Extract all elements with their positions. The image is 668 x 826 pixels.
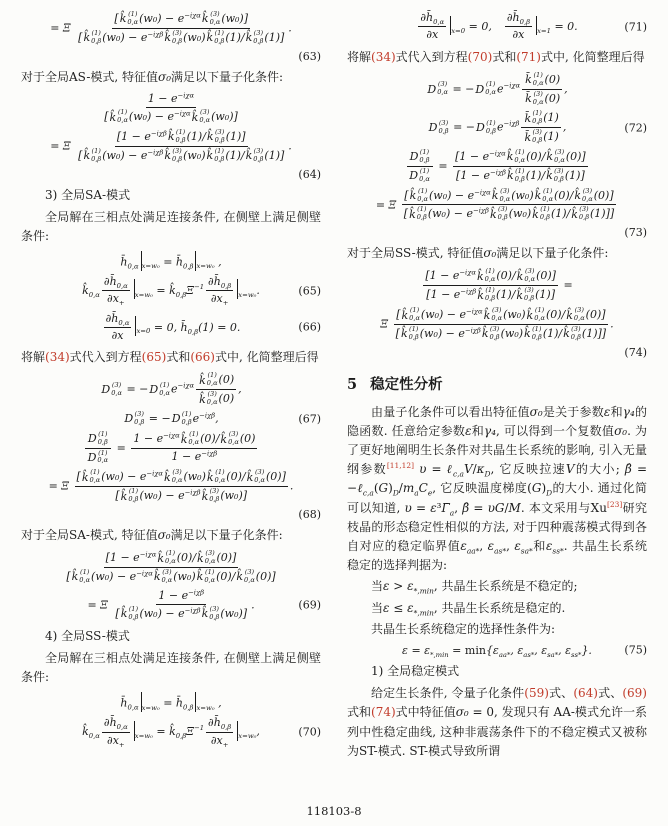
equation-content: $h̄_{0,\alpha}$ $_{x=w_0} = h̄_{0,\beta}$ $_{x=w_0}$ , (120, 251, 221, 271)
equation-line (347, 643, 647, 660)
scripted-symbol: D (3) 0,β (124, 409, 145, 426)
reference-link[interactable]: (64) (573, 686, 598, 701)
scripted-symbol: k̂ (1) 0,β (532, 205, 550, 222)
equation-content: = Ξ [ k̂ (1) 0,α $(w_0) - e^{-i\chi\alpha}$ k̂ (3) 0,α (w₀) k̂ (1) 0,α (0)/ k̂ (3) 0,α (0)] [ k̂ (1) 0,β $(w_0) - e^{-i\chi\beta}$ k̂ (3) 0,β (w₀)] . (48, 468, 294, 504)
equation-content: D (3) 0,α = − D (1) 0,α $e^{-i\chi\alpha}$ k̂ (1) 0,α (0) k̂ (3) 0,α (0) , (101, 371, 242, 406)
equation-number: (75) (624, 643, 647, 657)
equation-block (347, 643, 647, 660)
scripted-symbol: k̂ (3) 0,α (546, 148, 565, 164)
subsection-heading: 3) 全局SA-模式 (45, 187, 131, 202)
equation-content: $\frac{\partial h̄_{0,\alpha}}{\partial x}$ $_{x=0}$ = 0, $\frac{\partial h̄_{0,\beta}}{\partial x}$ $_{x=1}$ = 0. (420, 11, 578, 42)
equation-block (21, 312, 321, 344)
equation-block (21, 251, 321, 306)
scripted-symbol: k̂ (1) 0,α (409, 186, 429, 203)
equation-block (21, 692, 321, 747)
scripted-symbol: k̂ (1) 0,α (81, 468, 101, 485)
scripted-symbol: D (1) 0,β (171, 409, 192, 426)
equation-content (100, 92, 242, 125)
paragraph: 当$\varepsilon \le \varepsilon_{*,min}$, 共晶生长系统是稳定的. (371, 600, 566, 617)
scripted-symbol: k̂ (1) 0,β (83, 28, 102, 45)
equation-number: (64) (298, 167, 321, 181)
scripted-symbol: k̂ (3) 0,α (199, 390, 218, 406)
scripted-symbol: D (3) 0,α (101, 380, 122, 397)
fraction: [ k̂ (1) 0,α $(w_0) - e^{-i\chi\alpha}$ k̂ (3) 0,α (w₀) k̂ (1) 0,α (0)/ k̂ (3) 0,α (0)] [ k̂ (1) 0,β $(w_0) - e^{-i\chi\beta}$ k̂ (3) 0,β (w₀) k̂ (1) 0,β (1)/ k̂ (3) 0,β (1)]] (403, 186, 615, 222)
fraction: k̂ (1) 0,α (0) k̂ (3) 0,α (0) (196, 372, 236, 407)
section-heading (347, 373, 647, 394)
equation-number: (67) (298, 412, 321, 426)
scripted-symbol: k̂ (1) 0,α (526, 306, 545, 322)
scripted-symbol: k̂ (1) 0,α (71, 567, 91, 584)
equation-block (21, 550, 321, 622)
fraction: $1 - e^{-i\chi\alpha}$ [ k̂ (1) 0,α $(w_0) - e^{-i\chi\alpha}$ k̂ (3) 0,α (w₀)] (104, 91, 238, 125)
equation-line (21, 251, 321, 271)
scripted-symbol: k̂ (3) 0,α (491, 186, 511, 203)
paragraph: 将解(34)式代入到方程(65)式和(66)式中, 化简整理后得 (21, 350, 319, 365)
equation-number: (74) (624, 345, 647, 359)
subsection-heading: 4) 全局SS-模式 (45, 628, 130, 643)
scripted-symbol: k̂ (3) 0,β (245, 28, 264, 45)
equation-content: = Ξ [ k̂ (1) 0,α $(w_0) - e^{-i\chi\alpha}$ k̂ (3) 0,α (w₀) k̂ (1) 0,α (0)/ k̂ (3) 0,α (0)] [ k̂ (1) 0,β $(w_0) - e^{-i\chi\beta}$ k̂ (3) 0,β (w₀) k̂ (1) 0,β (1)/ k̂ (3) 0,β (1)]] (375, 186, 615, 222)
paragraph: 给定生长条件, 令量子化条件(59)式、(64)式、(69)式和(74)式中特征值σ₀ = 0, 发现只有 AA-模式允许一系列中性稳定曲线, 这种非震荡条件下的不稳定模式又被称为ST-模式. ST-模式导致所谓 (347, 686, 647, 758)
equation-line (21, 431, 321, 466)
equation-block (21, 92, 321, 181)
scripted-symbol: k̂ (1) 0,β (83, 146, 102, 163)
scripted-symbol: D (1) 0,α (475, 80, 496, 97)
equation-content: = Ξ $1 - e^{-i\chi\beta}$ [ k̂ (1) 0,β $(w_0) - e^{-i\chi\beta}$ k̂ (3) 0,β (w₀)] . (87, 588, 255, 621)
equation-content: Ξ [ k̂ (1) 0,α $(w_0) - e^{-i\chi\alpha}$ k̂ (3) 0,α (w₀) k̂ (1) 0,α (0)/ k̂ (3) 0,α (0)] [ k̂ (1) 0,β $(w_0) - e^{-i\chi\beta}$ k̂ (3) 0,β (w₀) k̂ (1) 0,β (1)/ k̂ (3) 0,β (1)]] . (380, 306, 614, 341)
paragraph: 将解(34)式代入到方程(70)式和(71)式中, 化简整理后得 (347, 49, 645, 64)
scripted-symbol: k̂ (3) 0,α (164, 468, 183, 485)
equation-line (21, 469, 321, 504)
reference-link[interactable]: (71) (516, 49, 541, 64)
paragraph: 共晶生长系统稳定的选择性条件为: (371, 621, 556, 636)
scripted-symbol: k̂ (1) 0,α (109, 108, 128, 125)
section-title: 稳定性分析 (370, 375, 443, 393)
reference-link[interactable]: (34) (371, 49, 396, 64)
scripted-symbol: k̂ (1) 0,α (157, 549, 176, 566)
fraction: k̄ (1) 0,α (0) k̄ (3) 0,α (0) (522, 72, 562, 107)
equation-content: [$1 - e^{-i\chi\alpha}$ k̂ (1) 0,α (0)/ k̂ (3) 0,α (0)] [$1 - e^{-i\chi\beta}$ k̂ (1) 0,β (1)/ k̂ (3) 0,β (1)] = (425, 267, 573, 303)
equation-content (62, 550, 279, 585)
scripted-symbol: k̂ (1) 0,α (119, 10, 139, 26)
reference-link[interactable]: (74) (371, 705, 396, 720)
fraction: [$1 - e^{-i\chi\alpha}$ k̂ (1) 0,α (0)/ k̂ (3) 0,α (0)] [ k̂ (1) 0,α $(w_0) - e^{-i\chi\alpha}$ k̂ (3) 0,α (w₀) k̂ (1) 0,α (0)/ k̂ (3) 0,α (0)] (66, 549, 276, 584)
fraction: $1 - e^{-i\chi\beta}$ [ k̂ (1) 0,β $(w_0) - e^{-i\chi\beta}$ k̂ (3) 0,β (w₀)] (115, 588, 248, 621)
equation-number: (66) (298, 320, 321, 334)
scripted-symbol: k̄ (3) 0,α (525, 89, 544, 106)
scripted-symbol: k̂ (3) 0,α (153, 567, 173, 584)
scripted-symbol: k̂ (1) 0,α (534, 186, 554, 203)
scripted-symbol: k̂ (1) 0,β (120, 487, 139, 504)
evaluation-bar: x=w₀ (139, 697, 160, 710)
equation-content: = Ξ [$1 - e^{-i\chi\beta}$ k̂ (1) 0,β (1)/ k̂ (3) 0,β (1)] [ k̂ (1) 0,β $(w_0) - e^{-i\chi\beta}$ k̂ (3) 0,β (w₀) k̂ (1) 0,β (1)/ k̂ (3) 0,β (1)] . (50, 127, 292, 163)
equation-content: D (3) 0,β = − D (1) 0,β $e^{-i\chi\beta}$, (124, 409, 219, 426)
equation-block (21, 372, 321, 521)
paragraph: 全局解在三相点处满足连接条件, 在侧壁上满足侧壁条件: (21, 651, 321, 685)
equation-line (21, 92, 321, 125)
evaluation-bar: x=0 (448, 20, 465, 33)
citation-link[interactable]: [23] (606, 499, 623, 509)
scripted-symbol: k̂ (1) 0,β (507, 166, 525, 183)
scripted-symbol: k̂ (1) 0,β (409, 205, 427, 222)
equation-line (21, 11, 321, 46)
fraction: k̄ (1) 0,β (1) k̄ (3) 0,β (1) (521, 110, 560, 145)
scripted-symbol: k̂ (3) 0,β (571, 205, 590, 222)
section-number: 5 (347, 375, 358, 393)
scripted-symbol: k̂ (3) 0,β (201, 487, 220, 504)
scripted-symbol: k̂ (3) 0,α (236, 567, 255, 584)
scripted-symbol: k̂ (1) 0,β (477, 286, 496, 303)
reference-link[interactable]: (59) (524, 686, 549, 701)
scripted-symbol: k̂ (3) 0,β (206, 127, 225, 144)
scripted-symbol: k̂ (1) 0,β (120, 605, 139, 621)
equation-line (21, 372, 321, 407)
scripted-symbol: k̂ (3) 0,α (197, 549, 216, 566)
equation-content: D (1) 0,β D (1) 0,α = [$1 - e^{-i\chi\alpha}$ k̂ (1) 0,α (0)/ k̂ (3) 0,α (0)] [$1 - e^{-i\chi\beta}$ k̂ (1) 0,β (1)/ k̂ (3) 0,β (1)] (404, 149, 589, 184)
equation-number: (73) (624, 226, 647, 240)
reference-link[interactable]: (66) (190, 350, 215, 365)
equation-line (347, 188, 647, 223)
fraction: $\frac{\partial h̄_{0,\alpha}}{\partial x_+}$ (103, 274, 128, 308)
equation-content: D (3) 0,β = − D (1) 0,β $e^{-i\chi\beta}$ k̄ (1) 0,β (1) k̄ (3) 0,β (1) , (428, 109, 567, 145)
evaluation-bar: x=w₀ (193, 255, 214, 268)
equation-content: $k̂_{0,\alpha}$ $\frac{\partial h̄_{0,\alpha}}{\partial x_+}$ $_{x=w_0} = k̂_{0,\beta}\Xi^{-1}$ $\frac{\partial h̄_{0,\beta}}{\partial x_+}$ $_{x=w_0}$. (82, 274, 260, 308)
evaluation-bar: x=w₀ (132, 725, 153, 738)
evaluation-bar: x=w₀ (235, 725, 256, 738)
equation-content: $k̂_{0,\alpha}$ $\frac{\partial h̄_{0,\alpha}}{\partial x_+}$ $_{x=w_0} = k̂_{0,\beta}\Xi^{-1}$ $\frac{\partial h̄_{0,\beta}}{\partial x_+}$ $_{x=w_0}$, (82, 716, 260, 749)
equation-content: $\varepsilon = \varepsilon_{*,min} = \min\{\varepsilon_{aa*}$, $\varepsilon_{as*}$, $\varepsilon_{sa*}$, $\varepsilon_{ss*}$}. (402, 643, 592, 660)
paragraph: 由量子化条件可以看出特征值σ₀是关于参数ε和γ₄的隐函数. 任意给定参数ε和γ₄, 可以得到一个复数值σ₀. 为了更好地阐明生长条件对共晶生长系统的影响, 引入无量纲参数[11,12] $\upsilon = \ell_{c,a}V/\kappa_D$, 它反映拉速V的大小; β̂ = $-\ell_{c,a}(G)_D/m_aC_e$, 它反映温度梯度$(G)_D$的大小. 通过化简可以知道, $\upsilon = \varepsilon^3\Gammā_a$, β̂ = υG/M. 本文采用与Xu[23]研究枝晶的形态稳定性相似的方法, 对于四种震荡模式得到各自对应的稳定临界值$\varepsilon_{aa*}$, $\varepsilon_{as*}$, $\varepsilon_{sa*}$和$\varepsilon_{ss*}$. 共晶生长系统稳定的选择判据为: (347, 404, 647, 573)
equation-line (347, 72, 647, 107)
scripted-symbol: D (1) 0,β (409, 148, 430, 164)
equation-number: (68) (298, 507, 321, 521)
equation-number: (69) (298, 598, 321, 612)
reference-link[interactable]: (65) (141, 350, 167, 365)
fraction: $\frac{\partial h̄_{0,\alpha}}{\partial x}$ (420, 11, 445, 42)
scripted-symbol: k̂ (3) 0,α (483, 306, 503, 322)
equation-line (21, 716, 321, 748)
scripted-symbol: k̂ (1) 0,α (196, 567, 216, 584)
right-column (347, 6, 647, 806)
paragraph: 对于全局SS-模式, 特征值σ₀满足以下量子化条件: (347, 246, 609, 261)
reference-link[interactable]: (69) (622, 686, 647, 701)
equation-number: (65) (298, 284, 321, 298)
fraction: [ k̂ (1) 0,α $(w_0) - e^{-i\chi\alpha}$ k̂ (3) 0,α (w₀) k̂ (1) 0,α (0)/ k̂ (3) 0,α (0)] [ k̂ (1) 0,β $(w_0) - e^{-i\chi\beta}$ k̂ (3) 0,β (w₀)] (76, 468, 286, 504)
reference-link[interactable]: (70) (467, 49, 493, 64)
equation-number: (71) (624, 20, 647, 34)
scripted-symbol: D (1) 0,α (149, 380, 170, 397)
scripted-symbol: D (1) 0,β (476, 118, 496, 135)
scripted-symbol: k̄ (1) 0,α (525, 70, 544, 87)
scripted-symbol: k̂ (1) 0,β (206, 28, 225, 45)
evaluation-bar: x=w₀ (139, 255, 160, 268)
equation-line (21, 411, 321, 427)
paragraph: 对于全局AS-模式, 特征值σ₀满足以下量子化条件: (21, 69, 284, 84)
equation-content: D (1) 0,β D (1) 0,α = $1 - e^{-i\chi\alpha}$ k̂ (1) 0,α (0)/ k̂ (3) 0,α (0) $1 - e^{-i\chi\beta}$ (83, 431, 260, 466)
evaluation-bar: x=w₀ (193, 697, 214, 710)
equation-block (347, 11, 647, 43)
scripted-symbol: k̂ (3) 0,α (191, 108, 211, 125)
paragraph: 对于全局SA-模式, 特征值σ₀满足以下量子化条件: (21, 527, 283, 542)
scripted-symbol: k̂ (1) 0,β (400, 324, 419, 341)
paragraph: 当$\varepsilon > \varepsilon_{*,min}$, 共晶生长系统是不稳定的; (371, 579, 578, 596)
equation-number: (72) (624, 121, 647, 135)
scripted-symbol: k̄ (1) 0,β (524, 109, 543, 126)
scripted-symbol: k̂ (3) 0,β (489, 205, 508, 222)
scripted-symbol: k̂ (3) 0,β (245, 146, 264, 163)
equation-line (347, 11, 647, 43)
equation-number: (70) (298, 725, 321, 739)
scripted-symbol: k̂ (3) 0,β (164, 28, 183, 45)
scripted-symbol: k̂ (3) 0,α (220, 430, 239, 447)
scripted-symbol: k̂ (1) 0,β (167, 127, 186, 144)
fraction: $1 - e^{-i\chi\alpha}$ k̂ (1) 0,α (0)/ k̂ (3) 0,α (0) $1 - e^{-i\chi\beta}$ (133, 430, 256, 464)
equation-line (21, 275, 321, 307)
equation-line (21, 589, 321, 622)
equation-number: (63) (298, 49, 321, 63)
fraction: [$1 - e^{-i\chi\alpha}$ k̂ (1) 0,α (0)/ k̂ (3) 0,α (0)] [$1 - e^{-i\chi\beta}$ k̂ (1) 0,β (1)/ k̂ (3) 0,β (1)] (425, 267, 556, 303)
equation-line (21, 312, 321, 344)
scripted-symbol: k̂ (1) 0,β (524, 324, 542, 341)
left-column (21, 6, 321, 806)
scripted-symbol: k̂ (1) 0,α (180, 430, 200, 447)
scripted-symbol: k̂ (3) 0,α (566, 306, 585, 322)
page-number: 118103-8 (306, 804, 362, 818)
fraction: [$1 - e^{-i\chi\beta}$ k̂ (1) 0,β (1)/ k̂ (3) 0,β (1)] [ k̂ (1) 0,β $(w_0) - e^{-i\chi\beta}$ k̂ (3) 0,β (w₀) k̂ (1) 0,β (1)/ k̂ (3) 0,β (1)] (78, 127, 285, 163)
scripted-symbol: D (1) 0,α (87, 448, 109, 465)
scripted-symbol: k̂ (1) 0,α (206, 468, 226, 485)
equation-content: $\frac{\partial h̄_{0,\alpha}}{\partial x}$ $_{x=0}$ = 0, $h̄_{0,\beta}(1) = 0$. (105, 311, 241, 342)
evaluation-bar: x=w₀ (235, 284, 256, 297)
paragraph: 全局解在三相点处满足连接条件, 在侧壁上满足侧壁条件: (21, 209, 321, 243)
fraction (85, 431, 112, 466)
subsection-heading: 1) 全局稳定模式 (371, 663, 460, 678)
scripted-symbol: k̂ (3) 0,β (563, 324, 581, 341)
scripted-symbol: k̂ (1) 0,α (506, 148, 526, 164)
equation-line (347, 149, 647, 184)
equation-block (347, 268, 647, 358)
scripted-symbol: k̂ (3) 0,β (201, 605, 220, 621)
scripted-symbol: k̂ (3) 0,β (546, 166, 564, 183)
fraction: [$1 - e^{-i\chi\alpha}$ k̂ (1) 0,α (0)/ k̂ (3) 0,α (0)] [$1 - e^{-i\chi\beta}$ k̂ (1) 0,β (1)/ k̂ (3) 0,β (1)] (455, 148, 586, 183)
scripted-symbol: k̂ (3) 0,β (481, 324, 500, 341)
fraction: $\frac{\partial h̄_{0,\alpha}}{\partial x_+}$ (103, 716, 128, 749)
equation-block (21, 11, 321, 63)
equation-line (21, 550, 321, 585)
scripted-symbol: D (3) 0,α (427, 80, 448, 97)
equation-line (347, 110, 647, 145)
reference-link[interactable]: (34) (45, 350, 70, 365)
fraction: $\frac{\partial h̄_{0,\alpha}}{\partial x}$ (105, 311, 130, 342)
scripted-symbol: D (3) 0,β (428, 118, 449, 135)
scripted-symbol: k̂ (3) 0,α (246, 468, 266, 485)
equation-line (21, 692, 321, 712)
scripted-symbol: k̂ (3) 0,α (201, 10, 221, 26)
scripted-symbol: k̂ (1) 0,α (199, 371, 218, 388)
scripted-symbol: k̂ (3) 0,α (574, 186, 593, 203)
fraction (406, 149, 433, 184)
evaluation-bar: x=1 (534, 20, 551, 33)
scripted-symbol: k̂ (1) 0,α (401, 306, 420, 322)
scripted-symbol: k̄ (3) 0,β (524, 128, 543, 145)
evaluation-bar: x=w₀ (132, 284, 153, 297)
scripted-symbol: k̂ (3) 0,β (516, 286, 535, 303)
scripted-symbol: k̂ (1) 0,β (206, 146, 225, 163)
equation-content: $h̄_{0,\alpha}$ $_{x=w_0} = h̄_{0,\beta}$ $_{x=w_0}$ , (120, 692, 221, 712)
equation-line (347, 268, 647, 303)
fraction: $\frac{\partial h̄_{0,\beta}}{\partial x_+}$ (208, 716, 232, 749)
fraction: $\frac{\partial h̄_{0,\beta}}{\partial x}$ (506, 11, 531, 42)
scripted-symbol: D (1) 0,α (409, 166, 430, 183)
scripted-symbol: k̂ (3) 0,β (164, 146, 183, 163)
fraction: [ k̂ (1) 0,α $(w_0) - e^{-i\chi\alpha}$ k̂ (3) 0,α (w₀)] [ k̂ (1) 0,β $(w_0) - e^{-i\chi\beta}$ k̂ (3) 0,β (w₀) k̂ (1) 0,β (1)/ k̂ (3) 0,β (1)] (78, 10, 285, 45)
equation-content: D (3) 0,α = − D (1) 0,α $e^{-i\chi\alpha}$ k̄ (1) 0,α (0) k̄ (3) 0,α (0) , (427, 70, 568, 106)
equation-content: = Ξ [ k̂ (1) 0,α $(w_0) - e^{-i\chi\alpha}$ k̂ (3) 0,α (w₀)] [ k̂ (1) 0,β $(w_0) - e^{-i\chi\beta}$ k̂ (3) 0,β (w₀) k̂ (1) 0,β (1)/ k̂ (3) 0,β (1)] . (50, 10, 292, 45)
equation-block (347, 72, 647, 240)
fraction: $\frac{\partial h̄_{0,\beta}}{\partial x_+}$ (208, 274, 232, 308)
scripted-symbol: D (1) 0,β (87, 429, 108, 446)
equation-line (347, 307, 647, 342)
fraction: [ k̂ (1) 0,α $(w_0) - e^{-i\chi\alpha}$ k̂ (3) 0,α (w₀) k̂ (1) 0,α (0)/ k̂ (3) 0,α (0)] [ k̂ (1) 0,β $(w_0) - e^{-i\chi\beta}$ k̂ (3) 0,β (w₀) k̂ (1) 0,β (1)/ k̂ (3) 0,β (1)]] (395, 306, 607, 341)
citation-link[interactable]: [11,12] (386, 461, 414, 471)
evaluation-bar: x=0 (133, 320, 150, 333)
equation-line (21, 129, 321, 164)
scripted-symbol: k̂ (3) 0,α (516, 267, 536, 284)
scripted-symbol: k̂ (1) 0,α (476, 267, 496, 284)
